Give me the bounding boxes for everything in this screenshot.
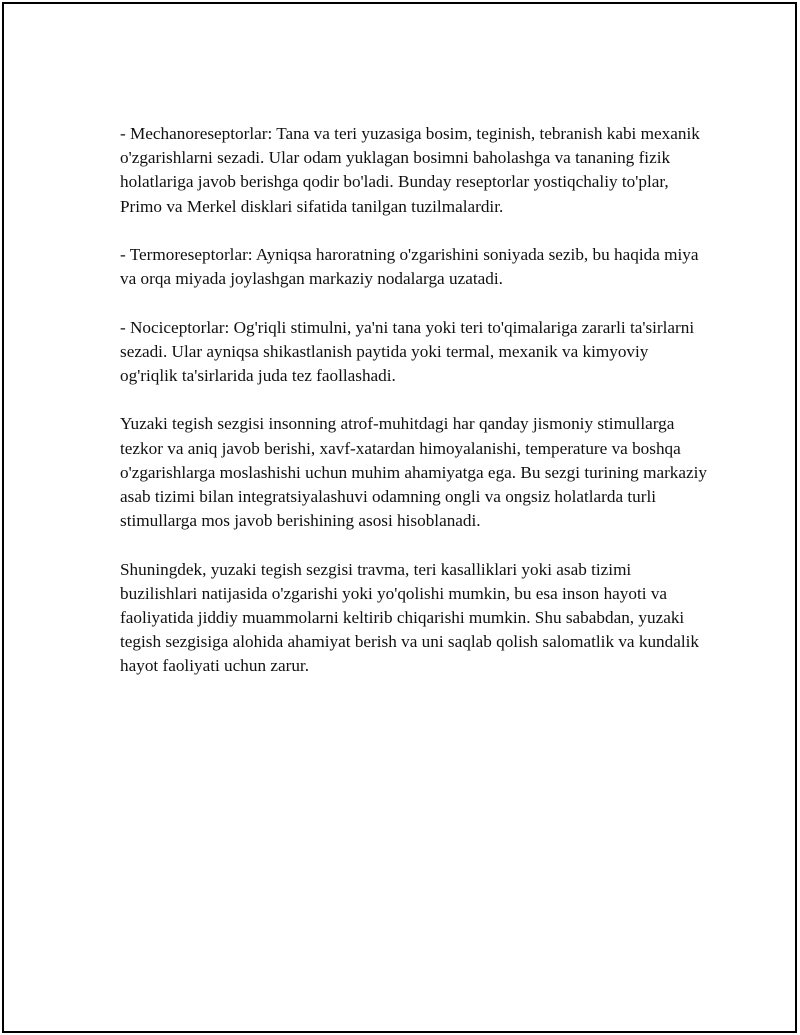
paragraph-nociceptors: - Nociceptorlar: Og'riqli stimulni, ya'ni tana yoki teri to'qimalariga zararli ta'sirlarni sezadi. Ular ayniqsa shikastlanish paytida yoki termal, mexanik va kimyoviy og'riqlik ta'sirlarida juda tez faollashadi.	[120, 317, 695, 385]
paragraph-importance: Yuzaki tegish sezgisi insonning atrof-muhitdagi har qanday jismoniy stimullarga tezkor va aniq javob berishi, xavf-xatardan himoyalanishi, temperature va boshqa o'zgarishlarga moslashishi uchun muhim ahamiyatga ega. Bu sezgi turining markaziy asab tizimi bilan integratsiyalashuvi odamning ongli va ongsiz holatlarda turli stimullarga mos javob berishining asosi hisoblanadi.	[120, 414, 708, 531]
document-body	[120, 122, 710, 679]
document-page	[2, 2, 797, 1033]
paragraph-conclusion: Shuningdek, yuzaki tegish sezgisi travma, teri kasalliklari yoki asab tizimi buzilishlari natijasida o'zgarishi yoki yo'qolishi mumkin, bu esa inson hayoti va faoliyatida jiddiy muammolarni keltirib chiqarishi mumkin. Shu sababdan, yuzaki tegish sezgisiga alohida ahamiyat berish va uni saqlab qolish salomatlik va kundalik hayot faoliyati uchun zarur.	[120, 559, 699, 676]
paragraph-mechanoreceptors: - Mechanoreseptorlar: Tana va teri yuzasiga bosim, teginish, tebranish kabi mexanik o'zgarishlarni sezadi. Ular odam yuklagan bosimni baholashga va tananing fizik holatlariga javob berishga qodir bo'ladi. Bunday reseptorlar yostiqchaliy to'plar, Primo va Merkel disklari sifatida tanilgan tuzilmalardir.	[120, 124, 700, 216]
paragraph-thermoreceptors: - Termoreseptorlar: Ayniqsa haroratning o'zgarishini soniyada sezib, bu haqida miya va orqa miyada joylashgan markaziy nodalarga uzatadi.	[120, 245, 699, 289]
